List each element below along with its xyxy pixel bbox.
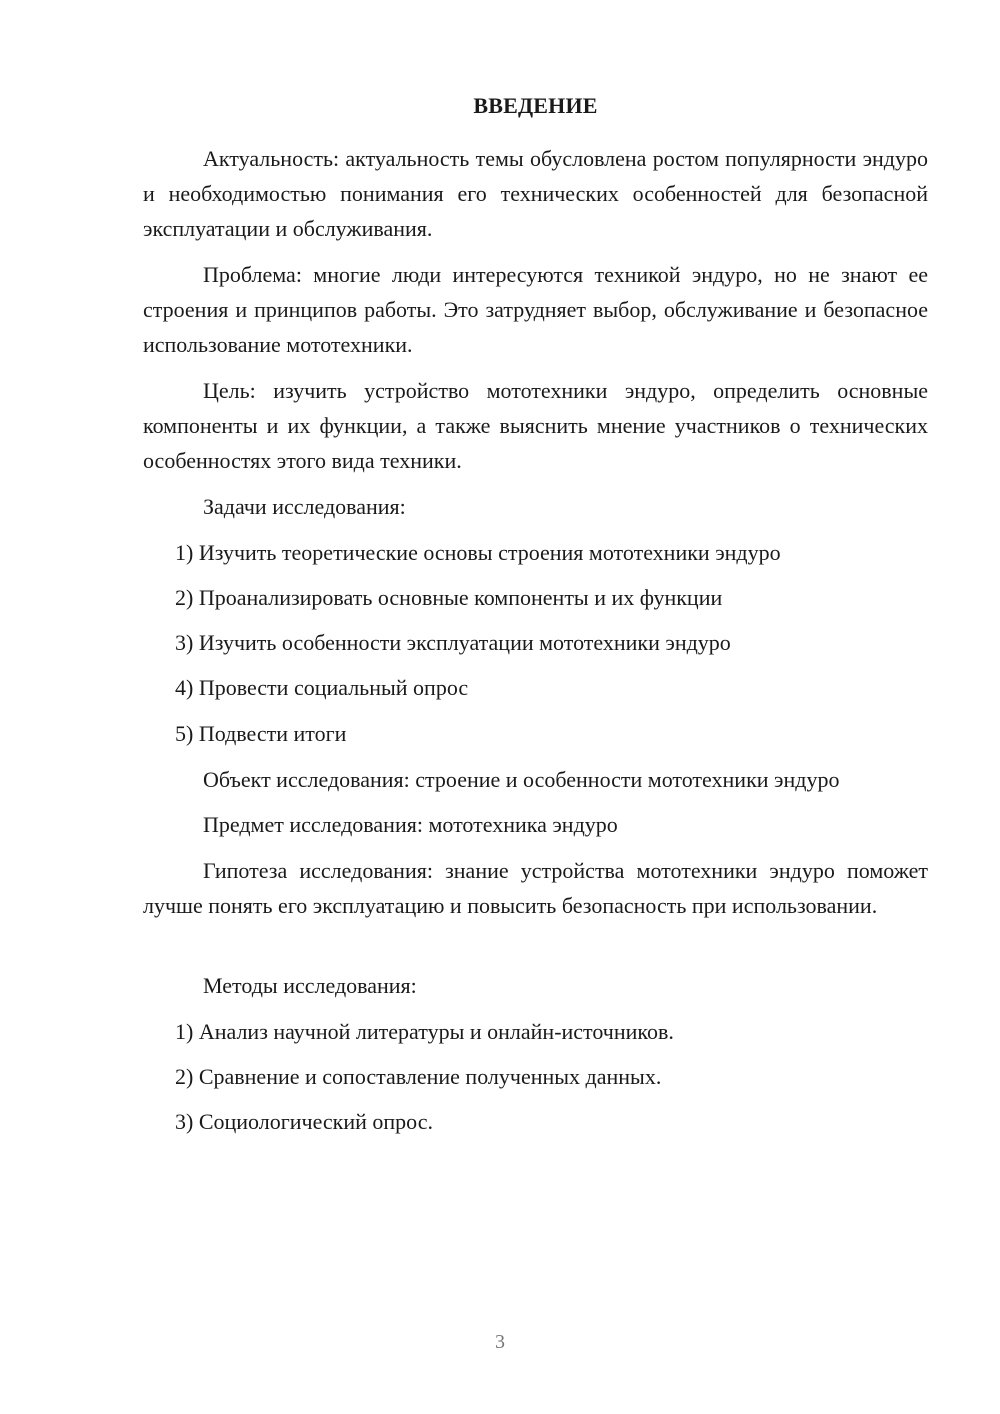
- object-paragraph: Объект исследования: строение и особенности мототехники эндуро: [203, 767, 840, 792]
- subject-paragraph: Предмет исследования: мототехника эндуро: [203, 812, 618, 837]
- page-number: 3: [495, 1331, 505, 1353]
- method-item-2: 2) Сравнение и сопоставление полученных данных.: [175, 1064, 662, 1089]
- tasks-heading: Задачи исследования:: [203, 494, 406, 519]
- task-item-4: 4) Провести социальный опрос: [175, 675, 469, 700]
- task-item-1: 1) Изучить теоретические основы строения мототехники эндуро: [175, 540, 781, 565]
- section-title: ВВЕДЕНИЕ: [473, 93, 598, 118]
- hypothesis-paragraph: Гипотеза исследования: знание устройства мототехники эндуро поможет лучше понять его эксплуатацию и повысить безопасность при использовании.: [143, 858, 928, 918]
- task-item-3: 3) Изучить особенности эксплуатации мототехники эндуро: [175, 630, 731, 655]
- task-item-5: 5) Подвести итоги: [175, 721, 347, 746]
- relevance-paragraph: Актуальность: актуальность темы обусловлена ростом популярности эндуро и необходимостью понимания его технических особенностей для безопасной эксплуатации и обслуживания.: [143, 146, 928, 241]
- method-item-1: 1) Анализ научной литературы и онлайн-источников.: [175, 1019, 674, 1044]
- method-item-3: 3) Социологический опрос.: [175, 1109, 433, 1134]
- task-item-2: 2) Проанализировать основные компоненты и их функции: [175, 585, 723, 610]
- methods-heading: Методы исследования:: [203, 973, 417, 998]
- problem-paragraph: Проблема: многие люди интересуются техникой эндуро, но не знают ее строения и принципов работы. Это затрудняет выбор, обслуживание и безопасное использование мототехники.: [143, 262, 928, 357]
- goal-paragraph: Цель: изучить устройство мототехники эндуро, определить основные компоненты и их функции, а также выяснить мнение участников о технических особенностях этого вида техники.: [143, 378, 928, 473]
